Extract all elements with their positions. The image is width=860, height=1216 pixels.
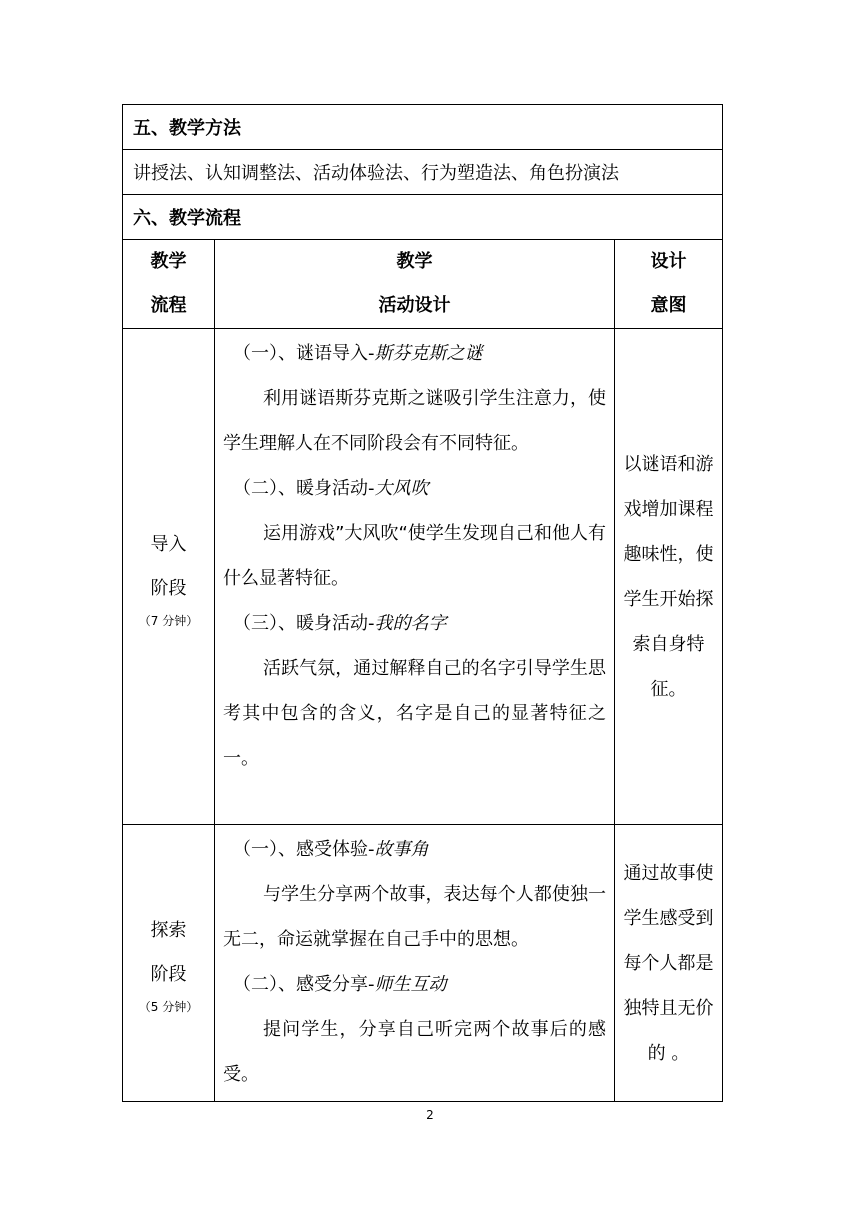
activity-name: 师生互动	[374, 974, 447, 995]
stage-name-line1: 导入	[150, 533, 187, 555]
stage-explore-activities	[215, 825, 615, 1102]
lesson-plan-table	[122, 104, 723, 1102]
activity-description: 运用游戏”大风吹“使学生发现自己和他人有什么显著特征。	[223, 523, 606, 589]
column-header-row	[123, 240, 723, 329]
activity-description: 提问学生，分享自己听完两个故事后的感受。	[223, 1019, 606, 1085]
stage-intro-cell	[123, 329, 215, 825]
stage-name-line1: 探索	[150, 920, 187, 941]
activity-description: 利用谜语斯芬克斯之谜吸引学生注意力，使学生理解人在不同阶段会有不同特征。	[223, 388, 606, 454]
page-number: 2	[426, 1108, 434, 1122]
stage-duration: （5 分钟）	[138, 1000, 199, 1014]
section-5-header-row	[123, 105, 723, 150]
stage-explore-row	[123, 825, 723, 1102]
section-6-title: 六、教学流程	[123, 195, 723, 240]
stage-name-line2: 阶段	[150, 964, 187, 985]
stage-name-line2: 阶段	[150, 577, 187, 599]
section-5-title: 五、教学方法	[123, 105, 723, 150]
activity-description: 活跃气氛，通过解释自己的名字引导学生思考其中包含的含义，名字是自己的显著特征之一。	[223, 658, 606, 769]
activity-title: （一）、谜语导入-斯芬克斯之谜	[233, 343, 483, 364]
activity-name: 我的名字	[374, 613, 447, 634]
stage-intro-intent: 以谜语和游戏增加课程趣味性，使学生开始探索自身特征。	[615, 329, 723, 825]
activity-title: （二）、感受分享-师生互动	[233, 974, 447, 995]
stage-intro-activities	[215, 329, 615, 825]
section-6-header-row	[123, 195, 723, 240]
stage-explore-cell	[123, 825, 215, 1102]
activity-name: 斯芬克斯之谜	[374, 343, 483, 364]
section-5-methods-row	[123, 150, 723, 195]
activity-title: （三）、暖身活动-我的名字	[233, 613, 447, 634]
header-teaching-flow: 教学 流程	[123, 240, 215, 329]
header-design-intent: 设计 意图	[615, 240, 723, 329]
activity-description: 与学生分享两个故事，表达每个人都使独一无二，命运就掌握在自己手中的思想。	[223, 884, 606, 950]
stage-intro-row	[123, 329, 723, 825]
activity-title: （二）、暖身活动-大风吹	[233, 478, 429, 499]
stage-explore-intent: 通过故事使学生感受到每个人都是独特且无价的 。	[615, 825, 723, 1102]
activity-title: （一）、感受体验-故事角	[233, 839, 429, 860]
header-activity-design: 教学 活动设计	[215, 240, 615, 329]
teaching-methods-text: 讲授法、认知调整法、活动体验法、行为塑造法、角色扮演法	[123, 150, 723, 195]
activity-name: 大风吹	[374, 478, 429, 499]
activity-name: 故事角	[374, 839, 429, 860]
stage-duration: （7 分钟）	[138, 613, 199, 628]
